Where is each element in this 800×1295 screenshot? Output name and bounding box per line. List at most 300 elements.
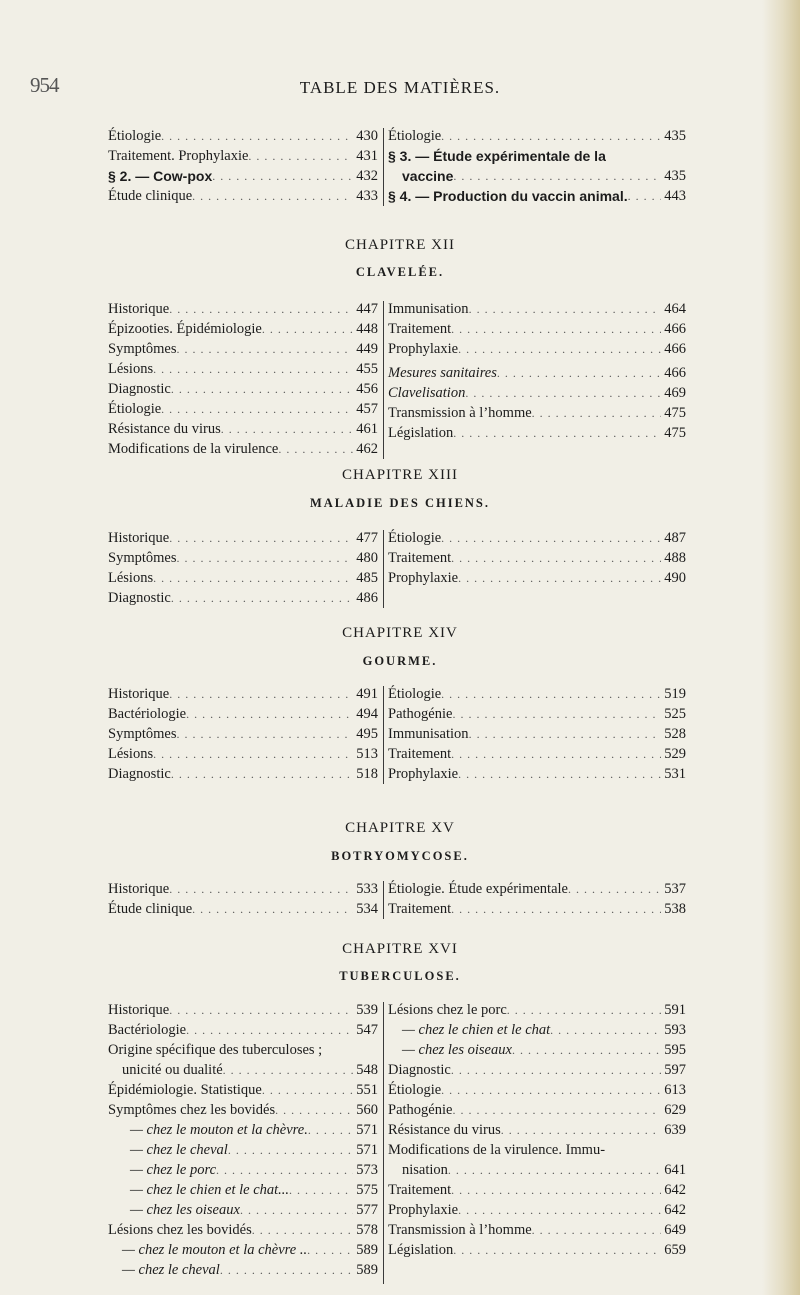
toc-entry[interactable]: [108, 439, 378, 459]
dot-leader: [169, 528, 353, 548]
toc-entry-label: Historique: [108, 881, 170, 897]
toc-entry[interactable]: [108, 1080, 378, 1100]
dot-leader: [192, 186, 353, 206]
toc-entry[interactable]: [108, 319, 378, 339]
dot-leader: [153, 568, 353, 588]
toc-entry-page: 466: [664, 341, 686, 357]
column-rule: [383, 128, 384, 206]
dot-leader: [275, 1100, 353, 1120]
chapter-title: MALADIE DES CHIENS.: [309, 496, 491, 510]
toc-entry-page: 435: [664, 168, 686, 184]
toc-entry-label: Prophylaxie: [388, 341, 459, 357]
chapter-title: BOTRYOMYCOSE.: [331, 849, 469, 863]
toc-entry-page: 448: [356, 321, 378, 337]
toc-block-top: [108, 126, 686, 210]
toc-entry[interactable]: [108, 568, 378, 588]
toc-entry-page: 577: [356, 1202, 378, 1218]
dot-leader: [228, 1140, 353, 1160]
toc-entry[interactable]: [108, 299, 378, 319]
toc-entry[interactable]: [108, 359, 378, 379]
dot-leader: [452, 1100, 661, 1120]
toc-entry-page: 548: [356, 1062, 378, 1078]
toc-entry-page: 531: [664, 766, 686, 782]
toc-entry-label: — chez le chien et le chat...: [130, 1182, 290, 1198]
toc-entry-page: 529: [664, 746, 686, 762]
toc-entry-label: Étiologie: [388, 686, 442, 702]
toc-entry[interactable]: [388, 363, 686, 383]
toc-entry-label: Étiologie: [108, 128, 162, 144]
toc-entry-label: — chez le cheval: [130, 1142, 228, 1158]
toc-entry-label: Bactériologie: [108, 706, 187, 722]
toc-entry[interactable]: [388, 1140, 686, 1160]
toc-entry[interactable]: [108, 1200, 378, 1220]
toc-entry-label: — chez les oiseaux: [402, 1042, 512, 1058]
toc-entry-page: 455: [356, 361, 378, 377]
toc-entry-page: 573: [356, 1162, 378, 1178]
toc-entry[interactable]: [108, 146, 378, 166]
toc-entry[interactable]: [388, 1120, 686, 1140]
toc-entry[interactable]: [388, 764, 686, 784]
toc-entry-page: 488: [664, 550, 686, 566]
toc-entry[interactable]: [388, 1200, 686, 1220]
toc-entry-label: Historique: [108, 301, 170, 317]
toc-entry-label: Symptômes: [108, 341, 177, 357]
toc-entry-page: 639: [664, 1122, 686, 1138]
dot-leader: [176, 548, 353, 568]
toc-entry[interactable]: [388, 166, 686, 186]
toc-entry-page: 589: [356, 1262, 378, 1278]
toc-entry-page: 477: [356, 530, 378, 546]
toc-entry-label: Étiologie. Étude expérimentale: [388, 881, 568, 897]
toc-entry-page: 578: [356, 1222, 378, 1238]
toc-entry-page: 560: [356, 1102, 378, 1118]
toc-entry[interactable]: [108, 1040, 378, 1060]
toc-entry-label: Historique: [108, 686, 170, 702]
dot-leader: [171, 764, 353, 784]
toc-entry-label: — chez le mouton et la chèvre ..: [122, 1242, 308, 1258]
toc-entry-page: 480: [356, 550, 378, 566]
dot-leader: [453, 166, 661, 186]
toc-entry[interactable]: [108, 588, 378, 608]
dot-leader: [220, 1260, 353, 1280]
toc-entry-page: 597: [664, 1062, 686, 1078]
toc-entry-page: 649: [664, 1222, 686, 1238]
toc-entry-label: Symptômes chez les bovidés: [108, 1102, 276, 1118]
column-rule: [383, 301, 384, 459]
toc-entry-page: 487: [664, 530, 686, 546]
toc-entry-label: Diagnostic: [108, 766, 171, 782]
toc-entry-page: 519: [664, 686, 686, 702]
dot-leader: [223, 1060, 354, 1080]
toc-entry-label: Lésions chez le porc: [388, 1002, 507, 1018]
dot-leader: [176, 339, 353, 359]
toc-entry[interactable]: [388, 1000, 686, 1020]
toc-block-chapter-xiii: [108, 528, 686, 612]
dot-leader: [186, 1020, 353, 1040]
toc-entry[interactable]: [388, 299, 686, 319]
dot-leader: [169, 299, 353, 319]
toc-entry-label: Étiologie: [388, 530, 442, 546]
dot-leader: [252, 1220, 353, 1240]
toc-entry-label: Étiologie: [108, 401, 162, 417]
toc-entry-label: Épizooties. Épidémiologie: [108, 321, 262, 337]
chapter-title: GOURME.: [362, 654, 438, 668]
dot-leader: [169, 879, 353, 899]
dot-leader: [153, 359, 353, 379]
toc-entry-page: 629: [664, 1102, 686, 1118]
toc-entry[interactable]: [388, 879, 686, 899]
toc-entry-label: — chez le mouton et la chèvre.: [130, 1122, 308, 1138]
toc-entry[interactable]: [108, 704, 378, 724]
toc-entry-page: 491: [356, 686, 378, 702]
toc-entry-label: Étude clinique: [108, 188, 193, 204]
toc-entry-label: Traitement: [388, 321, 452, 337]
toc-entry-label: Transmission à l’homme: [388, 1222, 532, 1238]
toc-entry-label: Pathogénie: [388, 1102, 453, 1118]
toc-entry-label: Modifications de la virulence. Immu-: [388, 1142, 606, 1158]
toc-entry[interactable]: [108, 1260, 378, 1280]
toc-entry-label: unicité ou dualité: [122, 1062, 223, 1078]
toc-entry[interactable]: [108, 724, 378, 744]
toc-entry-page: 435: [664, 128, 686, 144]
toc-entry-page: 528: [664, 726, 686, 742]
toc-entry-label: Pathogénie: [388, 706, 453, 722]
dot-leader: [451, 319, 661, 339]
dot-leader: [451, 899, 661, 919]
chapter-title: TUBERCULOSE.: [339, 969, 461, 983]
dot-leader: [532, 403, 662, 423]
dot-leader: [448, 1160, 661, 1180]
toc-entry[interactable]: [388, 704, 686, 724]
dot-leader: [171, 588, 353, 608]
dot-leader: [451, 744, 661, 764]
toc-entry-label: Étiologie: [388, 128, 442, 144]
column-rule: [383, 530, 384, 608]
dot-leader: [441, 684, 661, 704]
dot-leader: [169, 684, 353, 704]
dot-leader: [307, 1240, 353, 1260]
toc-entry-page: 589: [356, 1242, 378, 1258]
toc-entry[interactable]: [108, 548, 378, 568]
toc-entry[interactable]: [108, 166, 378, 186]
toc-entry[interactable]: [388, 568, 686, 588]
toc-block-chapter-xvi: [108, 1000, 686, 1284]
toc-entry-page: 537: [664, 881, 686, 897]
toc-entry[interactable]: [108, 1240, 378, 1260]
toc-entry-page: 462: [356, 441, 378, 457]
toc-entry-label: Lésions: [108, 570, 154, 586]
toc-entry-page: 571: [356, 1122, 378, 1138]
dot-leader: [441, 528, 661, 548]
dot-leader: [458, 764, 661, 784]
toc-entry[interactable]: [108, 899, 378, 919]
toc-entry-page: 513: [356, 746, 378, 762]
toc-entry-label: Transmission à l’homme: [388, 405, 532, 421]
toc-entry-label: Diagnostic: [108, 381, 171, 397]
dot-leader: [453, 423, 661, 443]
toc-block-chapter-xiv: [108, 684, 686, 788]
toc-entry-page: 466: [664, 321, 686, 337]
dot-leader: [532, 1220, 662, 1240]
toc-entry[interactable]: [388, 1020, 686, 1040]
toc-entry-page: 443: [664, 188, 686, 204]
toc-entry-label: — chez le cheval: [122, 1262, 220, 1278]
dot-leader: [453, 1240, 661, 1260]
toc-entry-label: — chez le porc: [130, 1162, 217, 1178]
toc-entry[interactable]: [108, 1140, 378, 1160]
toc-entry-label: Traitement: [388, 1182, 452, 1198]
toc-entry-page: 518: [356, 766, 378, 782]
dot-leader: [186, 704, 353, 724]
dot-leader: [248, 146, 353, 166]
toc-block-chapter-xv: [108, 879, 686, 923]
chapter-heading: CHAPITRE XII: [345, 237, 455, 253]
toc-entry[interactable]: [388, 744, 686, 764]
toc-entry-label: Mesures sanitaires: [388, 365, 497, 381]
toc-entry-label: § 3. — Étude expérimentale de la: [388, 148, 606, 164]
toc-entry-page: 571: [356, 1142, 378, 1158]
toc-entry-page: 641: [664, 1162, 686, 1178]
toc-entry-label: Résistance du virus: [388, 1122, 501, 1138]
dot-leader: [469, 299, 662, 319]
dot-leader: [262, 1080, 353, 1100]
dot-leader: [451, 548, 661, 568]
toc-entry[interactable]: [388, 1240, 686, 1260]
toc-entry-label: Traitement: [388, 550, 452, 566]
toc-entry-label: Symptômes: [108, 726, 177, 742]
toc-entry-page: 547: [356, 1022, 378, 1038]
chapter-title: CLAVELÉE.: [355, 265, 445, 279]
toc-entry[interactable]: [388, 1080, 686, 1100]
dot-leader: [216, 1160, 353, 1180]
dot-leader: [308, 1120, 353, 1140]
toc-entry-page: 494: [356, 706, 378, 722]
toc-entry-page: 447: [356, 301, 378, 317]
toc-entry-label: Traitement: [388, 746, 452, 762]
toc-entry-label: Prophylaxie: [388, 766, 459, 782]
toc-entry-page: 525: [664, 706, 686, 722]
toc-entry[interactable]: [388, 528, 686, 548]
toc-entry-label: Épidémiologie. Statistique: [108, 1082, 262, 1098]
toc-entry-label: Lésions: [108, 361, 154, 377]
dot-leader: [465, 383, 661, 403]
toc-entry-label: Législation: [388, 425, 454, 441]
toc-entry[interactable]: [388, 339, 686, 359]
toc-entry[interactable]: [388, 1040, 686, 1060]
toc-entry-label: Étude clinique: [108, 901, 193, 917]
toc-entry-page: 461: [356, 421, 378, 437]
toc-entry-label: Lésions chez les bovidés: [108, 1222, 252, 1238]
dot-leader: [458, 568, 661, 588]
dot-leader: [469, 724, 662, 744]
toc-entry-page: 575: [356, 1182, 378, 1198]
dot-leader: [171, 379, 353, 399]
toc-entry-page: 456: [356, 381, 378, 397]
toc-entry[interactable]: [108, 419, 378, 439]
column-rule: [383, 1002, 384, 1284]
toc-entry[interactable]: [388, 1180, 686, 1200]
toc-entry-label: Prophylaxie: [388, 1202, 459, 1218]
toc-entry[interactable]: [108, 879, 378, 899]
toc-entry-page: 431: [356, 148, 378, 164]
toc-entry-page: 475: [664, 405, 686, 421]
toc-entry-label: Immunisation: [388, 301, 469, 317]
toc-entry[interactable]: [388, 684, 686, 704]
dot-leader: [451, 1180, 661, 1200]
dot-leader: [192, 899, 353, 919]
toc-entry[interactable]: [108, 186, 378, 206]
toc-entry-page: 591: [664, 1002, 686, 1018]
chapter-heading: CHAPITRE XVI: [342, 941, 458, 957]
chapter-heading: CHAPITRE XIV: [342, 625, 458, 641]
dot-leader: [441, 1080, 661, 1100]
toc-entry[interactable]: [108, 1100, 378, 1120]
toc-entry-page: 495: [356, 726, 378, 742]
toc-block-chapter-xii: [108, 299, 686, 463]
toc-entry[interactable]: [388, 1160, 686, 1180]
toc-entry-page: 659: [664, 1242, 686, 1258]
toc-entry-page: 551: [356, 1082, 378, 1098]
chapter-heading: CHAPITRE XV: [345, 820, 455, 836]
running-head: TABLE DES MATIÈRES.: [299, 78, 501, 97]
toc-entry[interactable]: [388, 423, 686, 443]
toc-entry-page: 538: [664, 901, 686, 917]
dot-leader: [221, 419, 353, 439]
toc-entry[interactable]: [108, 1020, 378, 1040]
toc-entry[interactable]: [108, 1180, 378, 1200]
toc-entry-label: Diagnostic: [108, 590, 171, 606]
toc-entry-label: Clavelisation: [388, 385, 466, 401]
toc-entry[interactable]: [388, 403, 686, 423]
dot-leader: [512, 1040, 661, 1060]
toc-entry-label: § 2. — Cow-pox: [108, 168, 213, 184]
toc-entry-label: Symptômes: [108, 550, 177, 566]
toc-entry[interactable]: [108, 744, 378, 764]
dot-leader: [289, 1180, 353, 1200]
toc-entry[interactable]: [388, 1060, 686, 1080]
page-number: 954: [30, 73, 59, 97]
dot-leader: [452, 704, 661, 724]
toc-entry[interactable]: [388, 319, 686, 339]
dot-leader: [441, 126, 661, 146]
toc-entry[interactable]: [388, 1100, 686, 1120]
chapter-heading: CHAPITRE XIII: [342, 467, 458, 483]
dot-leader: [240, 1200, 353, 1220]
toc-entry[interactable]: [108, 399, 378, 419]
toc-entry-label: vaccine: [402, 168, 454, 184]
dot-leader: [501, 1120, 661, 1140]
dot-leader: [212, 166, 353, 186]
toc-entry-label: § 4. — Production du vaccin animal.: [388, 188, 628, 204]
toc-entry-label: — chez les oiseaux: [130, 1202, 240, 1218]
toc-entry-label: Législation: [388, 1242, 454, 1258]
toc-entry-page: 642: [664, 1182, 686, 1198]
toc-entry-page: 466: [664, 365, 686, 381]
dot-leader: [169, 1000, 353, 1020]
dot-leader: [451, 1060, 661, 1080]
column-rule: [383, 686, 384, 784]
toc-entry[interactable]: [388, 146, 686, 166]
toc-entry[interactable]: [108, 379, 378, 399]
toc-entry[interactable]: [108, 1160, 378, 1180]
toc-entry-page: 539: [356, 1002, 378, 1018]
dot-leader: [262, 319, 353, 339]
toc-entry-page: 464: [664, 301, 686, 317]
dot-leader: [458, 1200, 661, 1220]
toc-entry-page: 457: [356, 401, 378, 417]
dot-leader: [153, 744, 353, 764]
toc-entry[interactable]: [108, 764, 378, 784]
toc-entry-page: 595: [664, 1042, 686, 1058]
toc-entry-page: 490: [664, 570, 686, 586]
toc-entry-page: 613: [664, 1082, 686, 1098]
dot-leader: [507, 1000, 661, 1020]
toc-entry[interactable]: [108, 1060, 378, 1080]
page-edge-shadow: [762, 0, 800, 1295]
toc-entry-label: — chez le chien et le chat: [402, 1022, 551, 1038]
toc-entry[interactable]: [108, 528, 378, 548]
dot-leader: [458, 339, 661, 359]
toc-entry[interactable]: [108, 126, 378, 146]
toc-entry-page: 593: [664, 1022, 686, 1038]
dot-leader: [161, 126, 353, 146]
toc-entry-page: 449: [356, 341, 378, 357]
toc-entry[interactable]: [388, 899, 686, 919]
toc-entry[interactable]: [388, 724, 686, 744]
toc-entry-label: Résistance du virus: [108, 421, 221, 437]
toc-entry-label: Immunisation: [388, 726, 469, 742]
dot-leader: [176, 724, 353, 744]
toc-entry-label: Prophylaxie: [388, 570, 459, 586]
toc-entry[interactable]: [108, 1000, 378, 1020]
toc-entry-label: Modifications de la virulence: [108, 441, 279, 457]
toc-entry[interactable]: [388, 383, 686, 403]
toc-entry[interactable]: [388, 548, 686, 568]
toc-entry-page: 475: [664, 425, 686, 441]
dot-leader: [278, 439, 353, 459]
column-rule: [383, 881, 384, 919]
dot-leader: [628, 186, 662, 206]
toc-entry-page: 430: [356, 128, 378, 144]
toc-entry-page: 533: [356, 881, 378, 897]
toc-entry[interactable]: [388, 1220, 686, 1240]
toc-entry-label: Origine spécifique des tuberculoses ;: [108, 1042, 323, 1058]
toc-entry-label: Historique: [108, 1002, 170, 1018]
toc-entry-label: Bactériologie: [108, 1022, 187, 1038]
toc-entry[interactable]: [108, 1120, 378, 1140]
toc-entry-label: Diagnostic: [388, 1062, 451, 1078]
toc-entry[interactable]: [108, 339, 378, 359]
dot-leader: [550, 1020, 661, 1040]
toc-entry-page: 534: [356, 901, 378, 917]
dot-leader: [497, 363, 661, 383]
dot-leader: [568, 879, 661, 899]
dot-leader: [161, 399, 353, 419]
toc-entry-page: 642: [664, 1202, 686, 1218]
toc-entry[interactable]: [108, 684, 378, 704]
toc-entry[interactable]: [108, 1220, 378, 1240]
toc-entry-page: 469: [664, 385, 686, 401]
toc-entry-page: 486: [356, 590, 378, 606]
toc-entry-label: Traitement. Prophylaxie: [108, 148, 249, 164]
toc-entry-label: Historique: [108, 530, 170, 546]
toc-entry-label: Traitement: [388, 901, 452, 917]
toc-entry-label: Lésions: [108, 746, 154, 762]
toc-entry[interactable]: [388, 126, 686, 146]
toc-entry[interactable]: [388, 186, 686, 206]
toc-entry-page: 433: [356, 188, 378, 204]
toc-entry-label: Étiologie: [388, 1082, 442, 1098]
